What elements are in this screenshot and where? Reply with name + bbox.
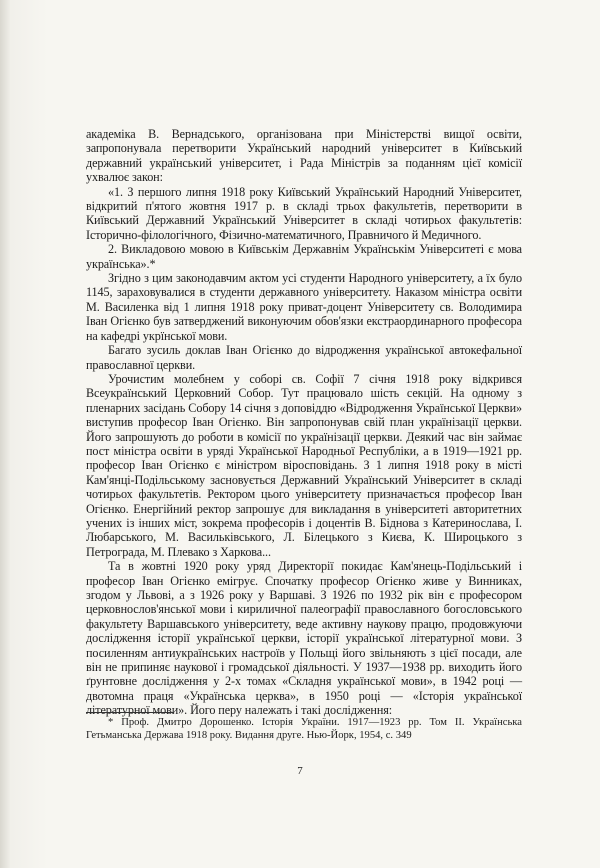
page-binding-shadow [0, 0, 10, 868]
page-number: 7 [297, 765, 303, 777]
paragraph-2: «1. З першого липня 1918 року Київський Український Народний Університет, відкритий п'ятого жовтня 1917 р. в складі трьох факультетів, перетворити в Київський Державний Український Університет в складі чотирьох факультетів: Історично-філологічного, Фізично-математичного, Правничого й Медичного. [86, 184, 522, 242]
paragraph-6: Урочистим молебнем у соборі св. Софії 7 січня 1918 року відкрився Всеукраїнський Церковний Собор. Тут працювало шість секцій. На одному з пленарних засідань Собору 14 січня з доповіддю «Відродження Української Церкви» виступив професор Іван Огієнко. Він запропонував свій план українізації церкви. Його запрошують до роботи в комісії по українізації церкви. Деякий час він займає пост міністра освіти в уряді Української Народньої Республіки, а в 1919—1921 рр. професор Іван Огієнко є міністром віросповідань. З 1 липня 1918 року в місті Кам'янці-Подільському засновується Державний Український Університет в складі чотирьох факультетів. Ректором цього університету призначається професор Іван Огієнко. Енергійний ректор запрошує для викладання в університеті авторитетних учених із інших міст, зокрема професорів і доцентів В. Біднова з Катеринослава, І. Любарського, М. Васильківського, Л. Білецького з Києва, К. Широцького з Петрограда, М. Плевако з Харкова... [86, 371, 522, 559]
footnote-rule [86, 712, 174, 713]
footnote-text: * Проф. Дмитро Дорошенко. Історія України. 1917—1923 рр. Том II. Українська Гетьманська Держава 1918 року. Видання друге. Нью-Йорк, 1954, с. 349 [86, 717, 522, 741]
main-text [86, 127, 522, 718]
paragraph-1: академіка В. Вернадського, організована при Міністерстві вищої освіти, запропонувала перетворити Український народний університет в Київський державний український університет, і Рада Міністрів за поданням цієї комісії ухвалює закон: [86, 127, 522, 185]
footnote [86, 716, 522, 742]
paragraph-5: Багато зусиль доклав Іван Огієнко до відродження української автокефальної православної церкви. [86, 343, 522, 372]
paragraph-4: Згідно з цим законодавчим актом усі студенти Народного університету, а їх було 1145, зараховувалися в студенти державного університету. Наказом міністра освіти М. Василенка від 1 липня 1918 року приват-доцент Університету св. Володимира Іван Огієнко був затверджений виконуючим обов'язки екстраординарного професора на кафедрі укрїнської мови. [86, 271, 522, 343]
paragraph-3: 2. Викладовою мовою в Київськім Державнім Українськім Університеті є мова українська».* [86, 242, 522, 271]
paragraph-7: Та в жовтні 1920 року уряд Директорії покидає Кам'янець-Подільський і професор Іван Огієнко емігрує. Спочатку професор Огієнко живе у Винниках, згодом у Львові, а з 1926 року у Варшаві. З 1926 по 1932 рік він є професором церковнослов'янської мови і кириличної палеографії православного богословського факультету Варшавського університету, веде активну наукову працю, продовжуючи дослідження історії української церкви, історії української літературної мови. З посиленням антиукраїнських настроїв у Польщі його звільняють з цієї посади, але він не припиняє наукової і громадської діяльності. У 1937—1938 рр. виходить його ґрунтовне дослідження у 2-х томах «Складня української мови», в 1942 році — двотомна праця «Українська церква», в 1950 році — «Історія української літературної мови». Його перу належать і такі дослідження: [86, 559, 522, 718]
